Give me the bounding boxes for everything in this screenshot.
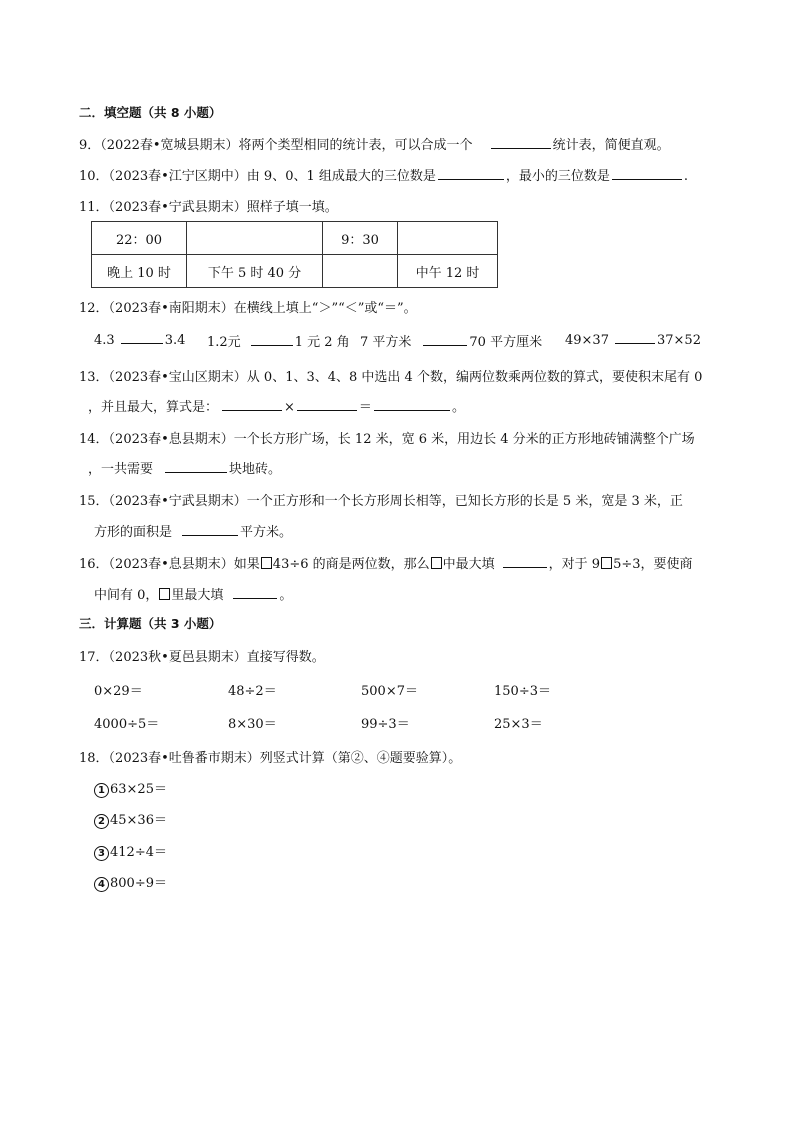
vertical-calc-item: 1 63×25＝ [94, 778, 167, 798]
circled-number-icon: 3 [94, 846, 109, 861]
calc-item: 8×30＝ [228, 717, 277, 732]
answer-blank[interactable] [612, 167, 682, 180]
compare-item: 4.3 3.4 [94, 333, 186, 348]
calc-item: 25×3＝ [494, 717, 543, 732]
calc-item: 4000÷5＝ [94, 717, 160, 732]
calc-item: 150÷3＝ [494, 684, 551, 699]
question-14-line2: ，一共需要 块地砖。 [88, 462, 282, 477]
answer-blank[interactable] [438, 167, 504, 180]
question-16-line2: 中间有 0， 里最大填 。 [94, 588, 293, 603]
circled-number-icon: 4 [94, 877, 109, 892]
section-title-calc: 三．计算题（共 3 小题） [79, 616, 222, 631]
circled-number-icon: 1 [94, 783, 109, 798]
question-12: 12．（2023春•南阳期末）在横线上填上“＞”“＜”或“＝”。 [79, 301, 417, 316]
square-box-icon [261, 557, 272, 569]
table-cell-blank[interactable] [323, 255, 398, 288]
square-box-icon [601, 557, 612, 569]
answer-blank[interactable] [165, 460, 227, 473]
question-15-line2: 方形的面积是 平方米。 [94, 525, 293, 540]
square-box-icon [431, 557, 442, 569]
table-cell: 晚上 10 时 [92, 255, 187, 288]
answer-blank[interactable] [222, 398, 282, 411]
calc-item: 48÷2＝ [228, 684, 277, 699]
answer-blank[interactable] [297, 398, 357, 411]
question-14: 14．（2023春•息县期末）一个长方形广场，长 12 米，宽 6 米，用边长 4 分米的正方形地砖铺满整个广场 [79, 432, 695, 447]
question-11: 11．（2023春•宁武县期末）照样子填一填。 [79, 200, 338, 215]
answer-blank[interactable] [615, 331, 655, 344]
question-10: 10．（2023春•江宁区期中）由 9、0、1 组成最大的三位数是 ，最小的三位数是 . [79, 169, 689, 184]
answer-blank[interactable] [491, 136, 551, 149]
calc-item: 500×7＝ [361, 684, 418, 699]
table-cell-blank[interactable] [187, 222, 323, 255]
answer-blank[interactable] [374, 398, 450, 411]
circled-number-icon: 2 [94, 814, 109, 829]
calc-item: 0×29＝ [94, 684, 143, 699]
vertical-calc-item: 3 412÷4＝ [94, 841, 167, 861]
compare-item: 49×37 37×52 [565, 333, 701, 348]
table-cell: 22：00 [92, 222, 187, 255]
compare-item: 7 平方米 70 平方厘米 [360, 335, 543, 350]
vertical-calc-item: 4 800÷9＝ [94, 872, 167, 892]
table-cell: 9：30 [323, 222, 398, 255]
question-15: 15．（2023春•宁武县期末）一个正方形和一个长方形周长相等，已知长方形的长是 5 米，宽是 3 米，正 [79, 494, 683, 509]
calc-item: 99÷3＝ [361, 717, 410, 732]
table-cell: 下午 5 时 40 分 [187, 255, 323, 288]
question-13-line2: ，并且最大，算式是： × ＝ 。 [88, 400, 465, 415]
answer-blank[interactable] [121, 331, 163, 344]
question-13: 13．（2023春•宝山区期末）从 0、1、3、4、8 中选出 4 个数，编两位数乘两位数的算式，要使积末尾有 0 [79, 370, 703, 385]
answer-blank[interactable] [251, 333, 293, 346]
compare-item: 1.2元 1 元 2 角 [207, 335, 350, 350]
question-18: 18．（2023春•吐鲁番市期末）列竖式计算（第②、④题要验算）。 [79, 751, 462, 766]
question-16: 16．（2023春•息县期末）如果 43÷6 的商是两位数，那么 中最大填 ，对于 9 5÷3，要使商 [79, 557, 693, 572]
answer-blank[interactable] [423, 333, 467, 346]
time-table [91, 221, 498, 288]
table-cell-blank[interactable] [398, 222, 498, 255]
answer-blank[interactable] [233, 586, 277, 599]
table-cell: 中午 12 时 [398, 255, 498, 288]
question-17: 17．（2023秋•夏邑县期末）直接写得数。 [79, 650, 325, 665]
section-title-fill: 二．填空题（共 8 小题） [79, 105, 222, 120]
square-box-icon [159, 588, 170, 600]
answer-blank[interactable] [503, 555, 547, 568]
question-9: 9．（2022春•宽城县期末）将两个类型相同的统计表，可以合成一个 统计表，简便直观。 [79, 138, 670, 153]
vertical-calc-item: 2 45×36＝ [94, 809, 167, 829]
answer-blank[interactable] [182, 523, 238, 536]
